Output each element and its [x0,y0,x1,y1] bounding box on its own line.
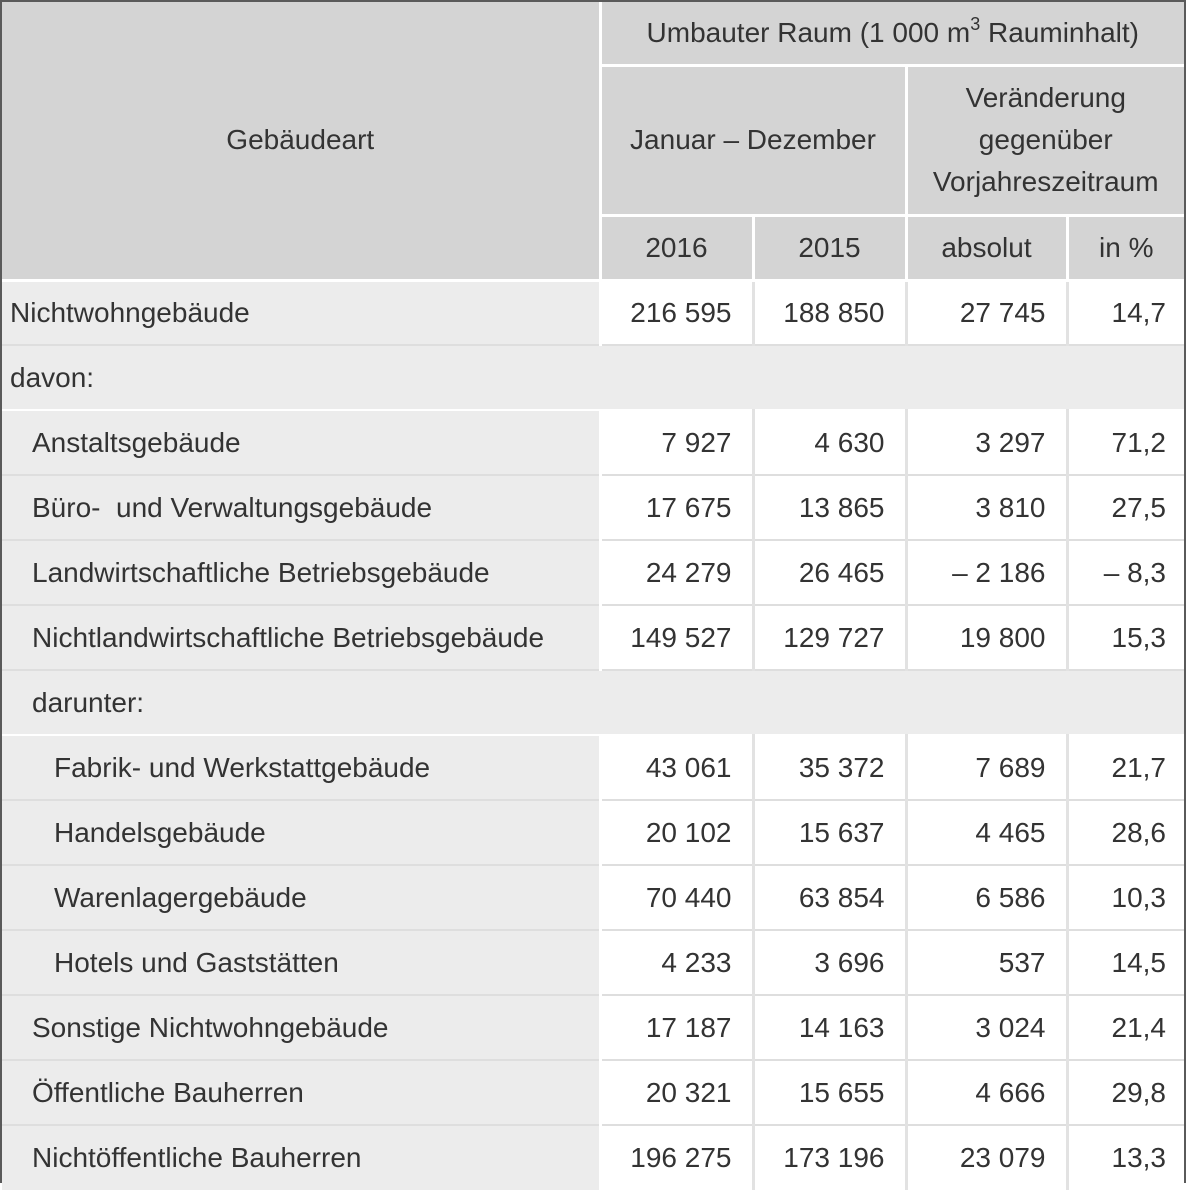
cell-pct: 21,7 [1067,735,1184,800]
cell-2016: 4 233 [600,930,753,995]
row-label: Nichtwohngebäude [2,280,600,345]
table-row [2,930,1184,995]
cell-2016: 216 595 [600,280,753,345]
table-header [2,2,1184,280]
header-col-2016: 2016 [600,215,753,280]
header-col-pct: in % [1067,215,1184,280]
cell-pct: 13,3 [1067,1125,1184,1190]
cell-2015: 13 865 [753,475,906,540]
cell-pct: 10,3 [1067,865,1184,930]
cell-absolut: 3 297 [906,410,1067,475]
cell-2016: 70 440 [600,865,753,930]
cell-absolut: 6 586 [906,865,1067,930]
row-label: Öffentliche Bauherren [2,1060,600,1125]
cell-2015: 129 727 [753,605,906,670]
row-label: Nichtlandwirtschaftliche Betriebsgebäude [2,605,600,670]
cell-2016: 149 527 [600,605,753,670]
row-label: Nichtöffentliche Bauherren [2,1125,600,1190]
table-row [2,995,1184,1060]
cell-absolut: 537 [906,930,1067,995]
header-group-title-pre: Umbauter Raum (1 000 m [646,16,971,48]
cell-2015: 4 630 [753,410,906,475]
table-row [2,735,1184,800]
cell-pct: – 8,3 [1067,540,1184,605]
table-subheading-row [2,670,1184,735]
cell-pct: 14,5 [1067,930,1184,995]
header-change-line1: Veränderung [965,82,1126,113]
table-row [2,800,1184,865]
row-label: Anstaltsgebäude [2,410,600,475]
cell-pct: 27,5 [1067,475,1184,540]
cell-absolut: 7 689 [906,735,1067,800]
row-label: Handelsgebäude [2,800,600,865]
statistics-table [2,2,1184,1190]
cell-2015: 3 696 [753,930,906,995]
cell-absolut: 3 024 [906,995,1067,1060]
table-row [2,605,1184,670]
row-label: darunter: [2,670,1184,735]
table-subheading-row [2,345,1184,410]
cell-2016: 196 275 [600,1125,753,1190]
cell-2016: 17 187 [600,995,753,1060]
header-gebaeudeart: Gebäudeart [2,2,600,280]
header-group-title-post: Rauminhalt) [980,16,1139,48]
cell-2015: 63 854 [753,865,906,930]
cell-pct: 15,3 [1067,605,1184,670]
cell-2015: 35 372 [753,735,906,800]
cell-pct: 14,7 [1067,280,1184,345]
cell-pct: 29,8 [1067,1060,1184,1125]
cell-2015: 15 655 [753,1060,906,1125]
cell-2016: 20 102 [600,800,753,865]
cell-absolut: 19 800 [906,605,1067,670]
cell-2016: 24 279 [600,540,753,605]
cell-2015: 26 465 [753,540,906,605]
cell-2015: 173 196 [753,1125,906,1190]
table-row [2,410,1184,475]
cell-2016: 7 927 [600,410,753,475]
cell-absolut: 4 666 [906,1060,1067,1125]
table-row [2,865,1184,930]
cell-2015: 14 163 [753,995,906,1060]
table-body [2,280,1184,1190]
cell-2015: 15 637 [753,800,906,865]
table-row [2,1060,1184,1125]
cell-2016: 17 675 [600,475,753,540]
cell-absolut: – 2 186 [906,540,1067,605]
table-row [2,540,1184,605]
row-label: davon: [2,345,1184,410]
header-col-absolut: absolut [906,215,1067,280]
row-label: Fabrik- und Werkstattgebäude [2,735,600,800]
row-label: Landwirtschaftliche Betriebsgebäude [2,540,600,605]
table-row [2,280,1184,345]
row-label: Warenlagergebäude [2,865,600,930]
cell-absolut: 27 745 [906,280,1067,345]
header-change-line3: Vorjahreszeitraum [932,166,1159,197]
cell-absolut: 3 810 [906,475,1067,540]
table-row [2,1125,1184,1190]
row-label: Sonstige Nichtwohngebäude [2,995,600,1060]
cell-absolut: 4 465 [906,800,1067,865]
cell-absolut: 23 079 [906,1125,1067,1190]
header-period: Januar – Dezember [600,65,906,215]
row-label: Büro- und Verwaltungsgebäude [2,475,600,540]
header-col-2015: 2015 [753,215,906,280]
table-row [2,475,1184,540]
header-group-title [600,2,1184,65]
header-group-title-sup: 3 [970,13,981,34]
row-label: Hotels und Gaststätten [2,930,600,995]
cell-2016: 20 321 [600,1060,753,1125]
header-change [906,65,1184,215]
cell-pct: 21,4 [1067,995,1184,1060]
cell-pct: 28,6 [1067,800,1184,865]
cell-2016: 43 061 [600,735,753,800]
cell-2015: 188 850 [753,280,906,345]
cell-pct: 71,2 [1067,410,1184,475]
header-change-line2: gegenüber [978,124,1113,155]
